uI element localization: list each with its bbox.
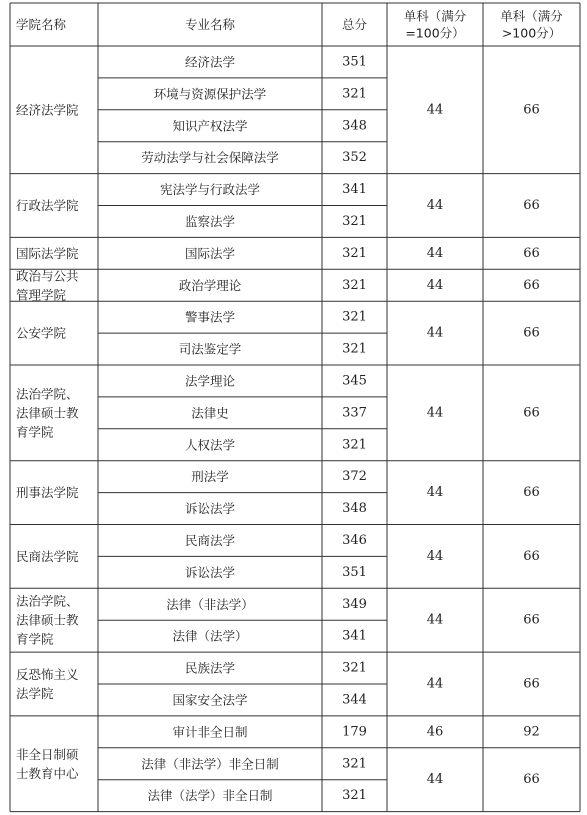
college-cell: 刑事法学院 bbox=[16, 485, 79, 501]
total-score-cell: 321 bbox=[342, 309, 367, 325]
total-score-cell: 341 bbox=[342, 182, 367, 198]
total-score-cell: 321 bbox=[342, 277, 367, 293]
major-cell: 法律（非法学）非全日制 bbox=[141, 756, 279, 772]
college-cell: 民商法学院 bbox=[16, 548, 79, 564]
major-cell: 审计非全日制 bbox=[172, 724, 248, 740]
total-score-cell: 351 bbox=[342, 564, 367, 580]
single-over-cell: 66 bbox=[523, 245, 540, 261]
major-cell: 诉讼法学 bbox=[184, 564, 236, 580]
major-cell: 政治学理论 bbox=[178, 277, 242, 293]
total-score-cell: 321 bbox=[342, 660, 367, 676]
college-cell: 行政法学院 bbox=[16, 198, 79, 213]
college-cell: 公安学院 bbox=[16, 325, 67, 341]
major-cell: 法律（非法学） bbox=[166, 596, 254, 612]
major-cell: 民商法学 bbox=[184, 532, 236, 548]
college-cell: 法治学院、 bbox=[16, 593, 79, 609]
single-100-cell: 44 bbox=[426, 198, 444, 213]
major-cell: 法律史 bbox=[191, 405, 229, 421]
single-100-cell: 44 bbox=[426, 612, 444, 628]
college-cell: 非全日制硕 bbox=[16, 746, 79, 762]
single-over-cell: 66 bbox=[523, 676, 540, 692]
major-cell: 司法鉴定学 bbox=[178, 341, 242, 357]
single-over-cell: 66 bbox=[523, 772, 540, 788]
single-100-cell: 46 bbox=[426, 724, 444, 740]
total-score-cell: 321 bbox=[342, 788, 367, 804]
total-score-cell: 321 bbox=[342, 341, 367, 357]
major-cell: 诉讼法学 bbox=[184, 501, 236, 517]
major-cell: 环境与资源保护法学 bbox=[153, 86, 267, 102]
total-score-cell: 321 bbox=[342, 245, 367, 261]
single-over-cell: 66 bbox=[523, 612, 540, 628]
total-score-cell: 351 bbox=[342, 54, 367, 70]
total-score-cell: 352 bbox=[342, 150, 367, 166]
single-100-cell: 44 bbox=[426, 325, 444, 341]
header-single-100: 单科（满分 bbox=[403, 8, 467, 24]
major-cell: 知识产权法学 bbox=[172, 118, 248, 134]
major-cell: 国际法学 bbox=[184, 245, 236, 261]
college-cell: 国际法学院 bbox=[16, 245, 79, 261]
single-100-cell: 44 bbox=[426, 772, 444, 788]
college-cell: 法律硕士教 bbox=[16, 405, 79, 421]
college-cell: 育学院 bbox=[16, 424, 54, 440]
major-cell: 民族法学 bbox=[184, 660, 236, 676]
single-100-cell: 44 bbox=[426, 277, 444, 293]
single-100-cell: 44 bbox=[426, 102, 444, 118]
single-over-cell: 92 bbox=[523, 724, 540, 740]
major-cell: 劳动法学与社会保障法学 bbox=[141, 150, 279, 166]
total-score-cell: 349 bbox=[342, 596, 367, 612]
total-score-cell: 344 bbox=[342, 692, 367, 708]
single-over-cell: 66 bbox=[523, 405, 540, 421]
single-100-cell: 44 bbox=[426, 676, 444, 692]
college-cell: 法律硕士教 bbox=[16, 612, 79, 628]
header-single-over: 单科（满分 bbox=[500, 8, 563, 24]
college-cell: 管理学院 bbox=[16, 287, 67, 303]
major-cell: 法律（法学）非全日制 bbox=[147, 788, 273, 804]
major-cell: 经济法学 bbox=[184, 54, 236, 70]
major-cell: 人权法学 bbox=[184, 437, 236, 453]
single-100-cell: 44 bbox=[426, 405, 444, 421]
major-cell: 警事法学 bbox=[184, 309, 236, 325]
single-over-cell: 66 bbox=[523, 277, 540, 293]
total-score-cell: 321 bbox=[342, 213, 367, 229]
total-score-cell: 321 bbox=[342, 86, 367, 102]
header-total: 总分 bbox=[341, 17, 368, 32]
college-cell: 反恐怖主义 bbox=[16, 667, 79, 682]
total-score-cell: 348 bbox=[342, 118, 367, 134]
total-score-cell: 321 bbox=[342, 756, 367, 772]
total-score-cell: 337 bbox=[342, 405, 367, 421]
single-100-cell: 44 bbox=[426, 485, 444, 501]
major-cell: 法律（法学） bbox=[172, 628, 248, 644]
major-cell: 刑法学 bbox=[191, 469, 229, 485]
header-single-100: =100分） bbox=[405, 25, 465, 41]
single-over-cell: 66 bbox=[523, 325, 540, 341]
total-score-cell: 179 bbox=[342, 724, 367, 740]
total-score-cell: 321 bbox=[342, 437, 367, 453]
total-score-cell: 341 bbox=[342, 628, 367, 644]
single-100-cell: 44 bbox=[426, 245, 444, 261]
major-cell: 法学理论 bbox=[184, 373, 236, 389]
college-cell: 经济法学院 bbox=[16, 102, 79, 118]
single-over-cell: 66 bbox=[523, 548, 540, 564]
header-single-over: >100分） bbox=[501, 25, 562, 41]
college-cell: 士教育中心 bbox=[16, 765, 79, 781]
header-college: 学院名称 bbox=[16, 17, 67, 32]
major-cell: 国家安全法学 bbox=[172, 692, 248, 708]
college-cell: 政治与公共 bbox=[16, 268, 79, 284]
total-score-cell: 345 bbox=[342, 373, 367, 389]
college-cell: 法治学院、 bbox=[16, 386, 79, 402]
major-cell: 宪法学与行政法学 bbox=[159, 182, 261, 198]
college-cell: 法学院 bbox=[16, 686, 54, 701]
single-over-cell: 66 bbox=[523, 102, 540, 118]
header-major: 专业名称 bbox=[184, 17, 236, 32]
total-score-cell: 372 bbox=[342, 469, 367, 485]
single-100-cell: 44 bbox=[426, 548, 444, 564]
college-cell: 育学院 bbox=[16, 631, 54, 647]
single-over-cell: 66 bbox=[523, 485, 540, 501]
single-over-cell: 66 bbox=[523, 198, 540, 213]
total-score-cell: 348 bbox=[342, 501, 367, 517]
total-score-cell: 346 bbox=[342, 532, 367, 548]
major-cell: 监察法学 bbox=[184, 213, 236, 229]
